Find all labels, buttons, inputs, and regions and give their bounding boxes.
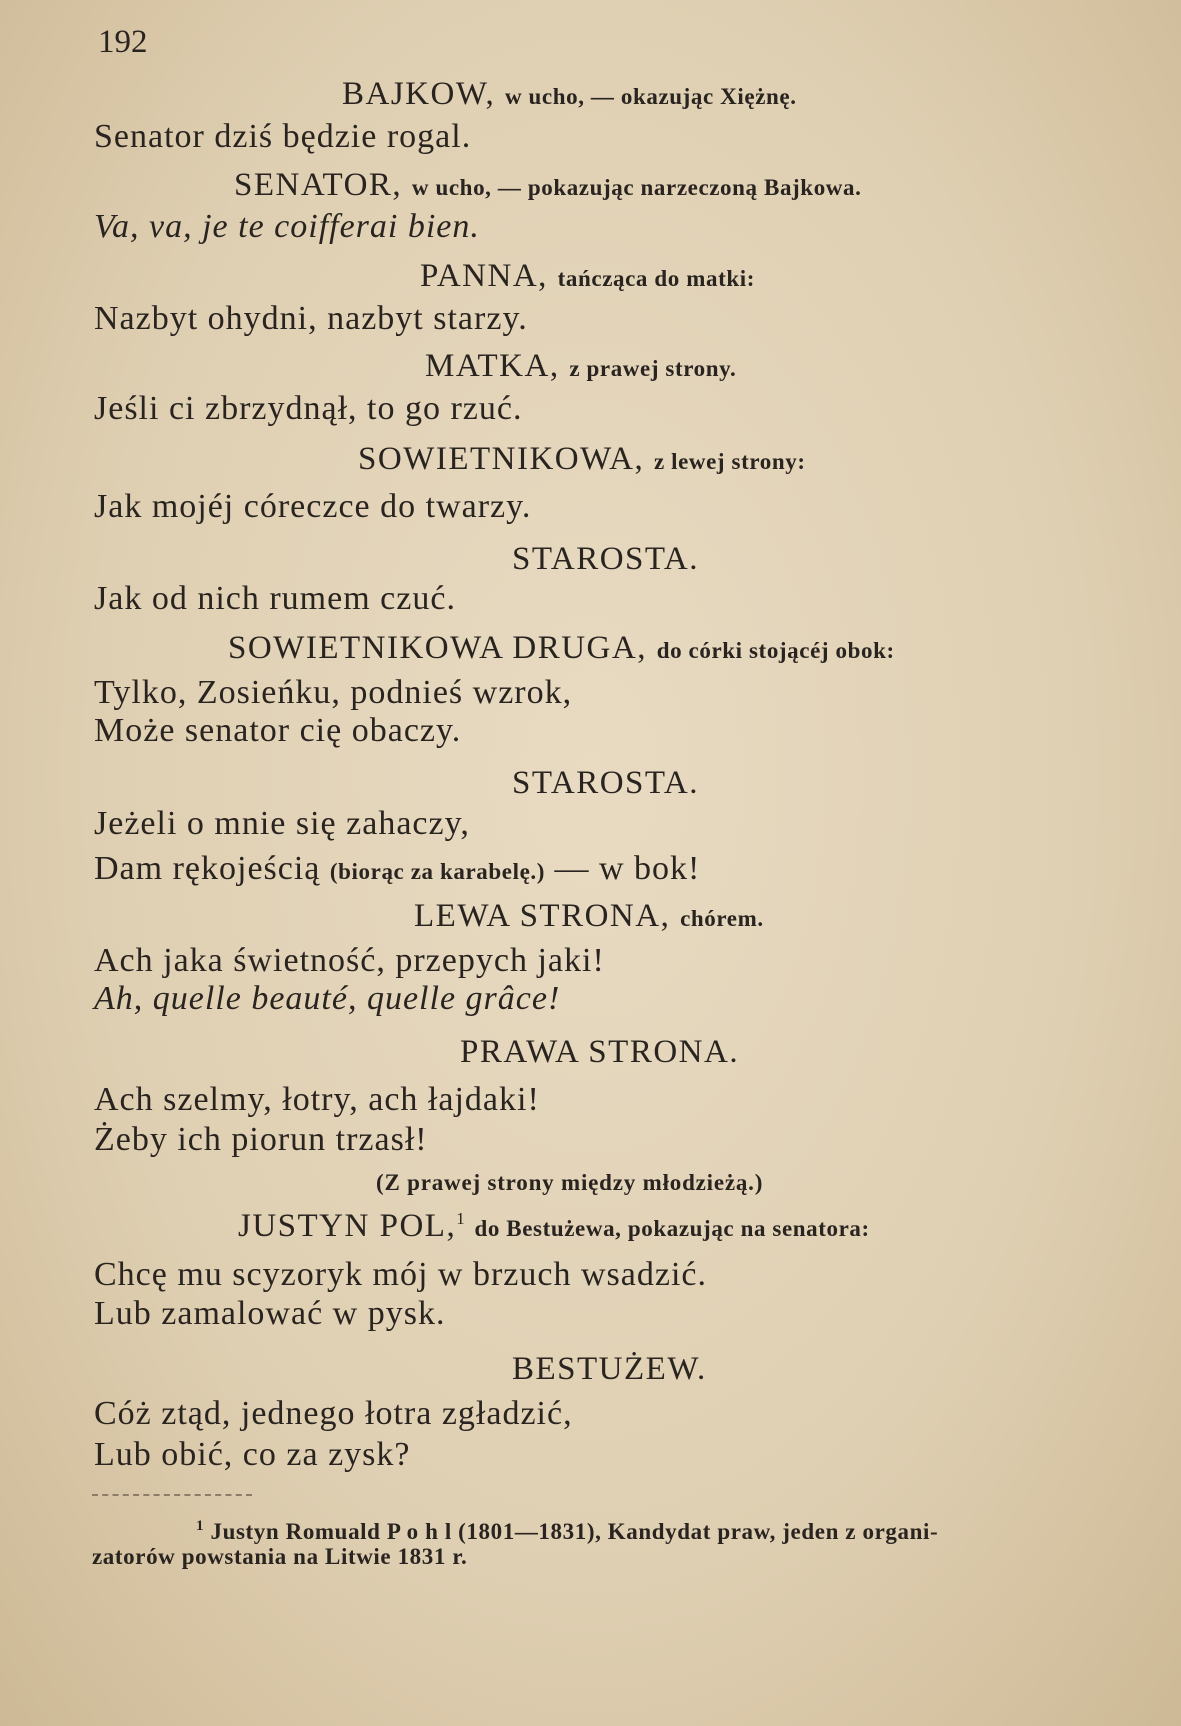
speaker-name: STAROSTA. [512,541,699,577]
speaker-heading [512,1351,707,1388]
speaker-heading [238,1208,870,1245]
stage-direction: w ucho, — pokazując narzeczoną Bajkowa. [411,175,862,200]
verse-line-italic: Va, va, je te coifferai bien. [94,208,480,245]
verse-line: Jak od nich rumem czuć. [94,580,456,617]
speaker-heading [414,898,764,935]
speaker-name: PANNA, [420,258,548,294]
stage-direction: z lewej strony: [653,449,806,474]
footnote-rule [92,1494,252,1496]
speaker-heading [425,348,736,385]
speaker-heading [234,167,861,204]
verse-line: Senator dziś będzie rogal. [94,118,472,155]
verse-line: Może senator cię obaczy. [94,712,462,749]
speaker-name: BESTUŻEW. [512,1351,707,1387]
speaker-heading [460,1034,739,1071]
verse-text: — w bok! [554,850,701,887]
speaker-heading [420,258,755,295]
verse-line: Cóż ztąd, jednego łotra zgładzić, [94,1395,573,1432]
speaker-name: BAJKOW, [342,76,496,112]
footnote-marker: 1 [456,1209,465,1228]
stage-direction-line: (Z prawej strony między młodzieżą.) [376,1170,764,1195]
speaker-name: JUSTYN POL, [238,1208,457,1244]
verse-line [94,850,700,888]
verse-line: Jeśli ci zbrzydnął, to go rzuć. [94,390,523,427]
speaker-name: PRAWA STRONA. [460,1034,740,1070]
stage-direction: w ucho, — okazując Xiężnę. [504,84,797,109]
verse-line: Jak mojéj córeczce do twarzy. [94,488,532,525]
verse-line: Ach szelmy, łotry, ach łajdaki! [94,1081,540,1118]
speaker-heading [358,441,806,478]
footnote-marker: 1 [196,1518,205,1534]
footnote-text: Justyn Romuald P o h l (1801—1831), Kandydat praw, jeden z organi- [210,1519,939,1544]
speaker-name: STAROSTA. [512,765,699,801]
speaker-heading [512,541,699,578]
speaker-name: SOWIETNIKOWA, [358,441,645,477]
footnote-line: zatorów powstania na Litwie 1831 r. [92,1544,468,1569]
stage-direction: (biorąc za karabelę.) [329,859,545,884]
stage-direction: chórem. [680,906,764,931]
verse-line: Chcę mu scyzoryk mój w brzuch wsadzić. [94,1256,707,1293]
speaker-name: LEWA STRONA, [414,898,671,934]
speaker-heading [228,630,895,667]
verse-line: Tylko, Zosieńku, podnieś wzrok, [94,674,573,711]
speaker-heading [342,76,797,113]
verse-line: Lub zamalować w pysk. [94,1295,446,1332]
verse-line: Lub obić, co za zysk? [94,1436,411,1473]
stage-direction: do Bestużewa, pokazując na senatora: [474,1216,870,1241]
speaker-name: MATKA, [425,348,560,384]
verse-line: Ach jaka świetność, przepych jaki! [94,942,605,979]
verse-line: Jeżeli o mnie się zahaczy, [94,805,470,842]
verse-line-italic: Ah, quelle beauté, quelle grâce! [94,980,561,1017]
page-number: 192 [98,24,148,60]
footnote-line [196,1518,938,1545]
verse-line: Żeby ich piorun trzasł! [94,1121,428,1158]
stage-direction: do córki stojącéj obok: [656,638,895,663]
verse-text: Dam rękojeścią [94,850,321,887]
verse-line: Nazbyt ohydni, nazbyt starzy. [94,300,528,337]
stage-direction: tańcząca do matki: [557,266,755,291]
speaker-name: SENATOR, [234,167,403,203]
speaker-name: SOWIETNIKOWA DRUGA, [228,630,647,666]
speaker-heading [512,765,699,802]
stage-direction: z prawej strony. [569,356,737,381]
